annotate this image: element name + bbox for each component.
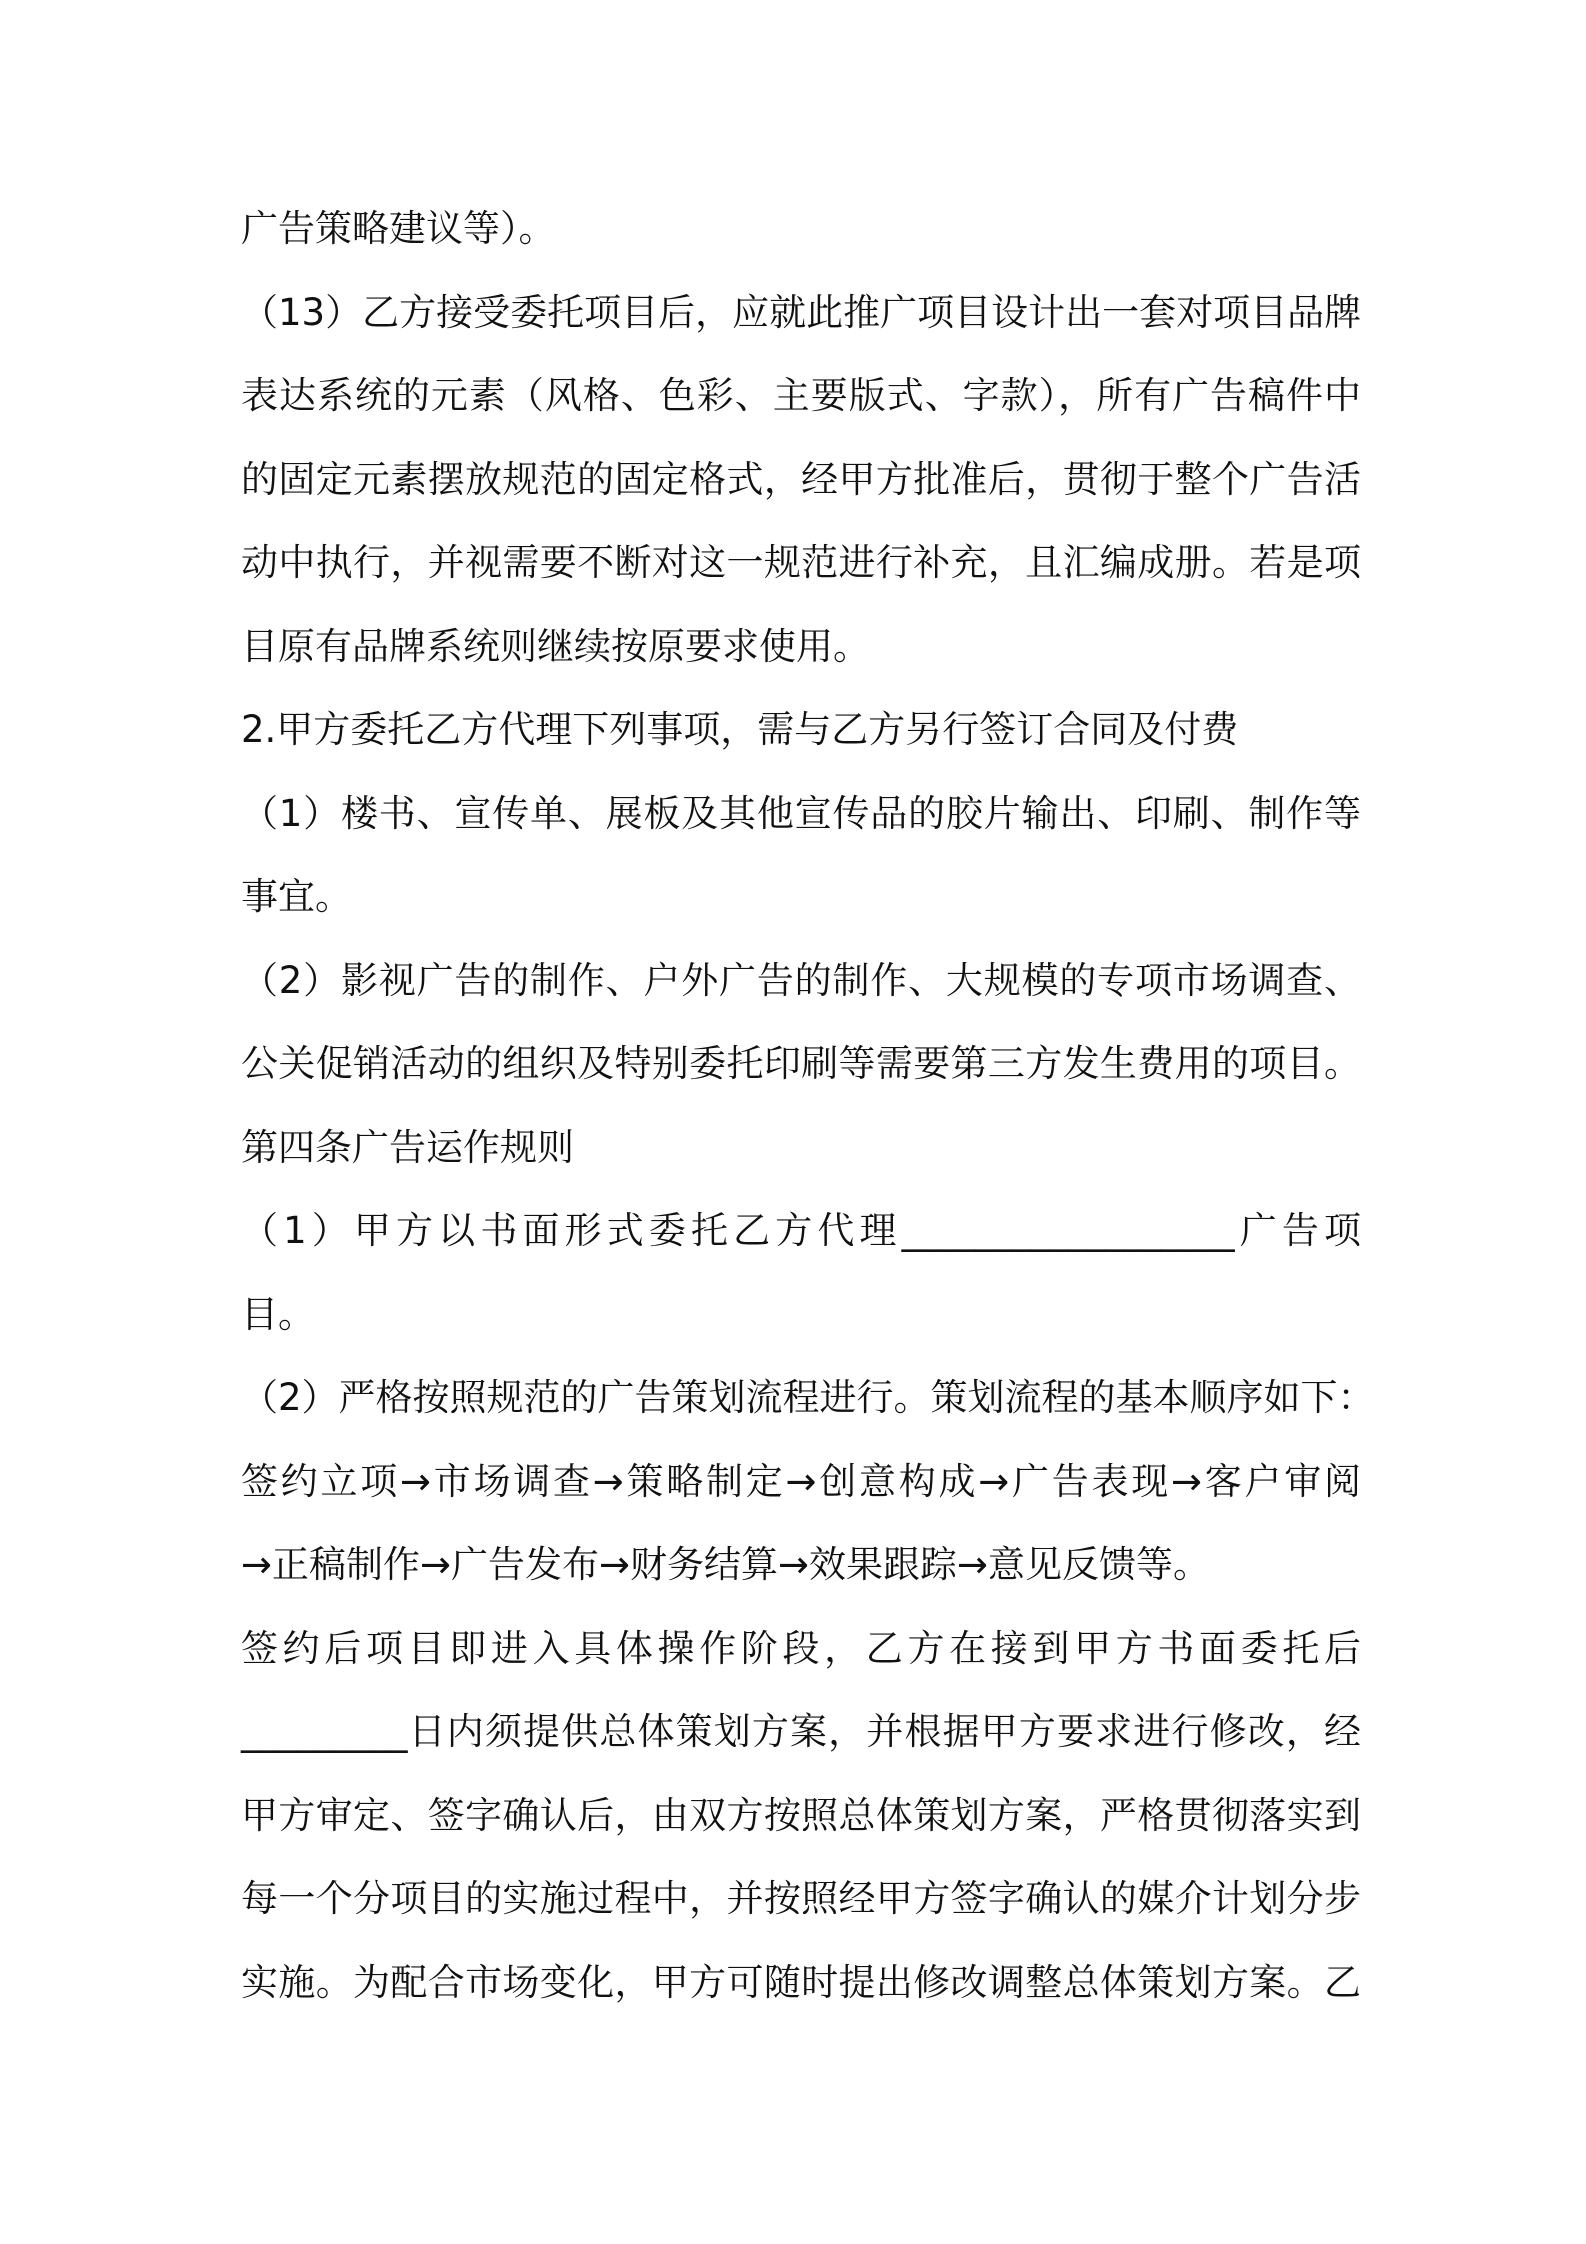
text-line: （2）严格按照规范的广告策划流程进行。策划流程的基本顺序如下： [241,1376,1375,1419]
text-line: →正稿制作→广告发布→财务结算→效果跟踪→意见反馈等。 [241,1543,1211,1586]
text-line: 签约后项目即进入具体操作阶段，乙方在接到甲方书面委托后 [241,1627,1361,1670]
text-line: （2）影视广告的制作、户外广告的制作、大规模的专项市场调查、 [241,959,1361,1002]
text-line: 每一个分项目的实施过程中，并按照经甲方签字确认的媒介计划分步 [241,1877,1361,1920]
text-line: 目原有品牌系统则继续按原要求使用。 [241,625,870,668]
section-heading: 2.甲方委托乙方代理下列事项，需与乙方另行签订合同及付费 [241,708,1239,751]
article-heading: 第四条广告运作规则 [241,1126,574,1169]
text-line: 广告策略建议等）。 [241,207,556,250]
text-line: （1）甲方以书面形式委托乙方代理__________________广告项 [241,1209,1361,1252]
text-line: 实施。为配合市场变化，甲方可随时提出修改调整总体策划方案。乙 [241,1961,1361,2004]
text-line: 的固定元素摆放规范的固定格式，经甲方批准后，贯彻于整个广告活 [241,458,1361,501]
text-line: 甲方审定、签字确认后，由双方按照总体策划方案，严格贯彻落实到 [241,1794,1361,1837]
text-line: 事宜。 [241,875,352,918]
text-line: （1）楼书、宣传单、展板及其他宣传品的胶片输出、印刷、制作等 [241,792,1361,835]
text-line: 签约立项→市场调查→策略制定→创意构成→广告表现→客户审阅 [241,1460,1361,1503]
text-line: 表达系统的元素（风格、色彩、主要版式、字款），所有广告稿件中 [241,374,1361,417]
text-line: 动中执行，并视需要不断对这一规范进行补充，且汇编成册。若是项 [241,541,1361,584]
text-line: （13）乙方接受委托项目后，应就此推广项目设计出一套对项目品牌 [241,291,1362,334]
text-line: 目。 [241,1293,315,1336]
text-line: 公关促销活动的组织及特别委托印刷等需要第三方发生费用的项目。 [241,1042,1361,1085]
text-line: _________日内须提供总体策划方案，并根据甲方要求进行修改，经 [241,1710,1361,1753]
